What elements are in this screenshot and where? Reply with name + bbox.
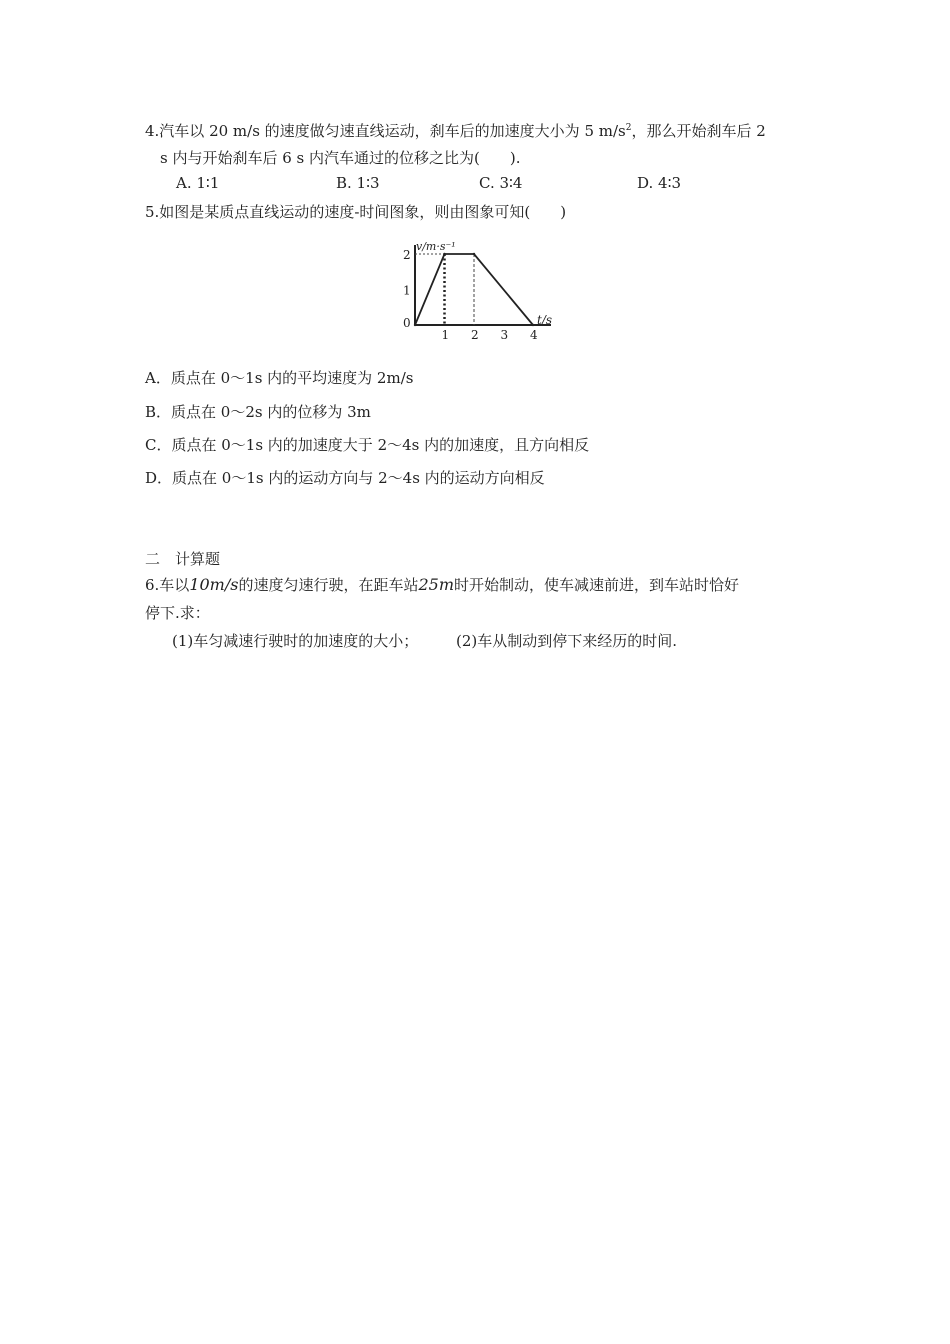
tick-label-x-3: 3 (500, 328, 509, 342)
q5-stem: 5.如图是某质点直线运动的速度-时间图象，则由图象可知( ) (145, 203, 567, 221)
q4-option-d: D. 4∶3 (637, 174, 682, 192)
q6-distance-unit: m (438, 575, 454, 594)
tick-label-x-0: 0 (403, 316, 411, 330)
q6-subquestion-1: (1)车匀减速行驶时的加速度的大小； (172, 632, 419, 650)
q4-option-b: B. 1∶3 (336, 174, 380, 192)
q4-text-b: ，那么开始刹车后 2 (631, 122, 766, 140)
q6-speed-unit: m/s (209, 575, 239, 594)
q4-option-a: A. 1∶1 (176, 174, 220, 192)
q6-text-b: 的速度匀速行驶，在距车站 (238, 576, 419, 594)
q5-option-c: C．质点在 0～1s 内的加速度大于 2～4s 内的加速度，且方向相反 (145, 436, 590, 454)
data-point-2 (473, 253, 475, 255)
q4-text-a: 4.汽车以 20 m/s 的速度做匀速直线运动，刹车后的加速度大小为 5 m/s (145, 122, 626, 140)
x-axis-label: t/s (537, 313, 553, 327)
q6-subquestion-2: (2)车从制动到停下来经历的时间. (456, 632, 678, 650)
tick-label-x-4: 4 (530, 328, 538, 342)
data-point-1 (443, 253, 445, 255)
tick-label-x-2: 2 (471, 328, 479, 342)
q5-option-a: A．质点在 0～1s 内的平均速度为 2m/s (145, 369, 414, 387)
q6-distance-value: 25 (418, 575, 439, 594)
y-axis-label: v/m·s⁻¹ (416, 240, 456, 253)
q4-stem-line2: s 内与开始刹车后 6 s 内汽车通过的位移之比为( ). (160, 149, 521, 167)
q4-option-c: C. 3∶4 (479, 174, 523, 192)
data-point-0 (414, 324, 416, 326)
tick-label-y-2: 2 (403, 248, 411, 262)
data-point-3 (532, 324, 534, 326)
tick-label-y-1: 1 (403, 283, 411, 298)
q6-text-c: 时开始制动，使车减速前进，到车站时恰好 (454, 576, 740, 594)
q6-speed-value: 10 (189, 575, 210, 594)
q4-superscript: 2 (625, 123, 632, 133)
q6-stem-line2: 停下.求： (145, 604, 210, 622)
q5-option-b: B．质点在 0～2s 内的位移为 3m (145, 403, 371, 421)
velocity-time-chart (370, 238, 570, 348)
tick-label-x-1: 1 (441, 328, 450, 342)
q5-option-d: D．质点在 0～1s 内的运动方向与 2～4s 内的运动方向相反 (145, 469, 545, 487)
q6-text-a: 6.车以 (145, 576, 190, 594)
q6-stem-line1 (145, 575, 739, 595)
q4-stem-line1 (145, 121, 766, 141)
section-2-title: 二 计算题 (145, 550, 221, 568)
